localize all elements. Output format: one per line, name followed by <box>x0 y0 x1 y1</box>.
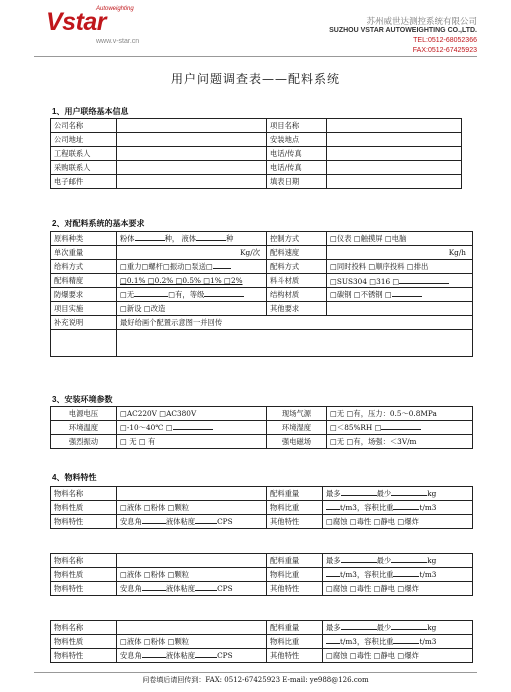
label: 其他特性 <box>267 582 323 596</box>
table-row <box>51 119 462 133</box>
label: 结构材质 <box>267 288 327 302</box>
batch-weight-range[interactable]: 最多 最少 kg <box>323 621 473 635</box>
section-heading-material: 4、物料特性 <box>52 473 97 482</box>
vstar-logo <box>46 8 146 36</box>
control-mode-options[interactable]: □仪表 □触摸屏 □电脑 <box>327 232 473 246</box>
vibration-options[interactable]: □ 无 □ 有 <box>117 435 267 449</box>
density-field[interactable]: t/m3，容积比重 t/m3 <box>323 501 473 515</box>
logo-text: Vstar <box>46 8 107 36</box>
table-row <box>51 407 473 421</box>
environment-table <box>50 406 473 449</box>
batch-weight-range[interactable]: 最多 最少 kg <box>323 554 473 568</box>
label: 公司名称 <box>51 119 117 133</box>
label: 其他特性 <box>267 649 323 663</box>
label: 其他要求 <box>267 302 327 316</box>
table-row <box>51 487 473 501</box>
angle-viscosity-field[interactable]: 安息角 液体粘度 CPS <box>117 649 267 663</box>
angle-viscosity-field[interactable]: 安息角 液体粘度 CPS <box>117 515 267 529</box>
label: 补充说明 <box>51 316 117 330</box>
material-table-1 <box>50 486 473 529</box>
notes-blank-area[interactable] <box>117 330 473 357</box>
label: 原料种类 <box>51 232 117 246</box>
company-info <box>329 16 477 56</box>
fill-date-field[interactable] <box>327 175 462 189</box>
label: 物料比重 <box>267 568 323 582</box>
material-name-field[interactable] <box>117 554 267 568</box>
accuracy-options[interactable]: □0.1% □0.2% □0.5% □1% □2% <box>117 274 267 288</box>
label: 采购联系人 <box>51 161 117 175</box>
label: 配料精度 <box>51 274 117 288</box>
batch-weight-range[interactable]: 最多 最少 kg <box>323 487 473 501</box>
material-table-3 <box>50 620 473 663</box>
contact-table <box>50 118 462 189</box>
label: 安装地点 <box>267 133 327 147</box>
notes-blank-label <box>51 330 117 357</box>
batching-mode-options[interactable]: □同时投料 □顺序投料 □排出 <box>327 260 473 274</box>
label: 电子邮件 <box>51 175 117 189</box>
table-row <box>51 246 473 260</box>
label: 物料比重 <box>267 635 323 649</box>
logo-tagline: Autoweighting <box>96 6 134 12</box>
label: 填表日期 <box>267 175 327 189</box>
label: 环境温度 <box>51 421 117 435</box>
material-name-field[interactable] <box>117 487 267 501</box>
project-type-options[interactable]: □新设 □改造 <box>117 302 267 316</box>
table-row <box>51 274 473 288</box>
table-row <box>51 421 473 435</box>
humidity-options[interactable]: □＜85%RH □ <box>327 421 473 435</box>
header-divider <box>34 56 477 57</box>
label: 电话/传真 <box>267 161 327 175</box>
label: 料斗材质 <box>267 274 327 288</box>
density-field[interactable]: t/m3，容积比重 t/m3 <box>323 568 473 582</box>
label: 物料性质 <box>51 501 117 515</box>
label: 配料重量 <box>267 554 323 568</box>
table-row <box>51 133 462 147</box>
footer-contact: 问卷填后请回传到：FAX: 0512-67425923 E-mail: ye988@126.com <box>142 676 369 684</box>
page-header <box>0 0 511 58</box>
label: 物料特性 <box>51 582 117 596</box>
table-row <box>51 260 473 274</box>
table-row <box>51 582 473 596</box>
label: 物料特性 <box>51 649 117 663</box>
other-traits-options[interactable]: □腐蚀 □毒性 □静电 □爆炸 <box>323 582 473 596</box>
requirements-table <box>50 231 473 357</box>
label: 物料性质 <box>51 635 117 649</box>
section-heading-requirements: 2、对配料系统的基本要求 <box>52 219 145 228</box>
label: 工程联系人 <box>51 147 117 161</box>
table-row <box>51 501 473 515</box>
other-requirements-field[interactable] <box>327 302 473 316</box>
label: 物料比重 <box>267 501 323 515</box>
other-traits-options[interactable]: □腐蚀 □毒性 □静电 □爆炸 <box>323 649 473 663</box>
label: 配料重量 <box>267 487 323 501</box>
material-name-field[interactable] <box>117 621 267 635</box>
feeding-mode-options[interactable]: □重力□螺杆□振动□泵送□ <box>117 260 267 274</box>
table-row <box>51 568 473 582</box>
label: 现场气源 <box>267 407 327 421</box>
purchase-phone-field[interactable] <box>327 161 462 175</box>
table-row <box>51 175 462 189</box>
footer-divider <box>34 672 477 673</box>
table-row <box>51 288 473 302</box>
structure-material-options[interactable]: □碳钢 □不锈钢 □ <box>327 288 473 302</box>
section-heading-environment: 3、安装环境参数 <box>52 395 113 404</box>
install-location-field[interactable] <box>327 133 462 147</box>
company-name-field[interactable] <box>117 119 267 133</box>
table-row <box>51 147 462 161</box>
label: 配料重量 <box>267 621 323 635</box>
label: 物料名称 <box>51 487 117 501</box>
label: 电话/传真 <box>267 147 327 161</box>
material-types-field[interactable]: 粉体 种， 液体 种 <box>117 232 267 246</box>
company-address-field[interactable] <box>117 133 267 147</box>
material-state-options[interactable]: □液体 □粉体 □颗粒 <box>117 501 267 515</box>
explosion-proof-options[interactable]: □无 □有，等级 <box>117 288 267 302</box>
table-row <box>51 554 473 568</box>
table-row <box>51 649 473 663</box>
label: 控制方式 <box>267 232 327 246</box>
label: 物料名称 <box>51 621 117 635</box>
material-table-2 <box>50 553 473 596</box>
table-row <box>51 635 473 649</box>
company-name-cn: 苏州威世达测控系统有限公司 <box>366 16 477 26</box>
label: 项目名称 <box>267 119 327 133</box>
table-row <box>51 316 473 330</box>
table-row <box>51 161 462 175</box>
company-tel: TEL:0512-68052366 <box>413 37 477 44</box>
section-heading-contact: 1、用户联络基本信息 <box>52 107 129 116</box>
page-title: 用户问题调查表——配料系统 <box>170 72 340 86</box>
other-traits-options[interactable]: □腐蚀 □毒性 □静电 □爆炸 <box>323 515 473 529</box>
label: 配料方式 <box>267 260 327 274</box>
company-name-en: SUZHOU VSTAR AUTOWEIGHTING CO.,LTD. <box>329 27 477 34</box>
density-field[interactable]: t/m3，容积比重 t/m3 <box>323 635 473 649</box>
table-row <box>51 302 473 316</box>
label: 公司地址 <box>51 133 117 147</box>
label: 电源电压 <box>51 407 117 421</box>
label: 项目实施 <box>51 302 117 316</box>
label: 强烈振动 <box>51 435 117 449</box>
label: 物料性质 <box>51 568 117 582</box>
batch-speed-field[interactable]: Kg/h <box>327 246 473 260</box>
label: 物料特性 <box>51 515 117 529</box>
em-field-options[interactable]: □无 □有，场强：＜3V/m <box>327 435 473 449</box>
power-voltage-options[interactable]: □AC220V □AC380V <box>117 407 267 421</box>
angle-viscosity-field[interactable]: 安息角 液体粘度 CPS <box>117 582 267 596</box>
label: 其他特性 <box>267 515 323 529</box>
single-weight-field[interactable]: Kg/次 <box>117 246 267 260</box>
table-row <box>51 330 473 357</box>
hopper-material-options[interactable]: □SUS304 □316 □ <box>327 274 473 288</box>
purchase-contact-field[interactable] <box>117 161 267 175</box>
email-field[interactable] <box>117 175 267 189</box>
notes-field[interactable]: 最好给画个配置示意图一并回传 <box>117 316 473 330</box>
material-state-options[interactable]: □液体 □粉体 □颗粒 <box>117 568 267 582</box>
air-source-options[interactable]: □无 □有，压力：0.5～0.8MPa <box>327 407 473 421</box>
engineer-contact-field[interactable] <box>117 147 267 161</box>
label: 环境湿度 <box>267 421 327 435</box>
project-name-field[interactable] <box>327 119 462 133</box>
label: 防爆要求 <box>51 288 117 302</box>
website-link[interactable]: www.v-star.cn <box>96 38 140 45</box>
table-row <box>51 621 473 635</box>
label: 单次重量 <box>51 246 117 260</box>
label: 给料方式 <box>51 260 117 274</box>
ambient-temp-options[interactable]: □-10～40℃ □ <box>117 421 267 435</box>
label: 强电磁场 <box>267 435 327 449</box>
table-row <box>51 515 473 529</box>
table-row <box>51 232 473 246</box>
label: 配料速度 <box>267 246 327 260</box>
company-fax: FAX:0512-67425923 <box>412 47 477 54</box>
material-state-options[interactable]: □液体 □粉体 □颗粒 <box>117 635 267 649</box>
engineer-phone-field[interactable] <box>327 147 462 161</box>
table-row <box>51 435 473 449</box>
label: 物料名称 <box>51 554 117 568</box>
